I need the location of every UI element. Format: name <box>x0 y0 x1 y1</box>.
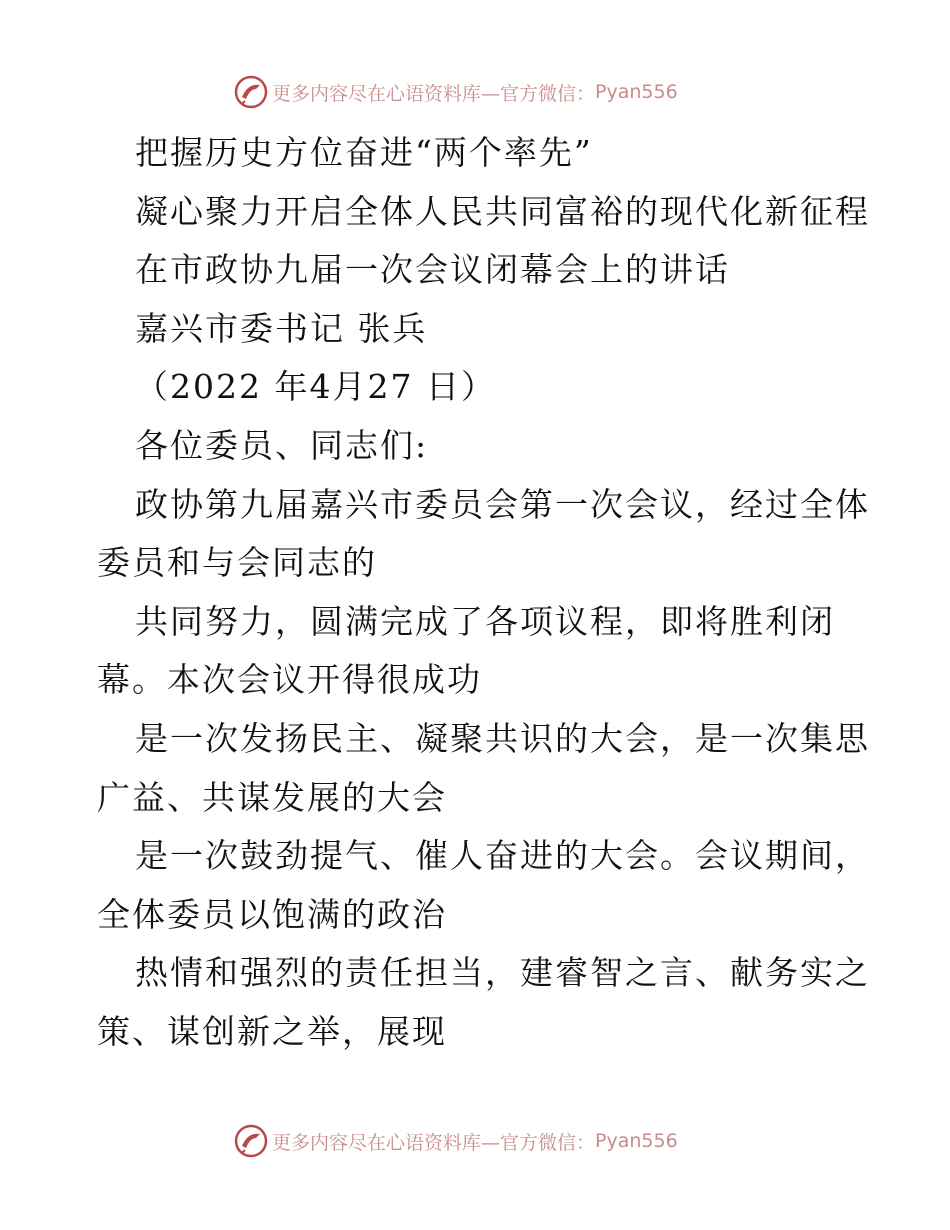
header-banner <box>0 72 950 112</box>
doc-occasion: 在市政协九届一次会议闭幕会上的讲话 <box>135 250 730 290</box>
banner-text: 更多内容尽在心语资料库—官方微信： <box>272 82 596 105</box>
doc-text-line: 广益、共谋发展的大会 <box>97 777 447 817</box>
pen-logo-icon <box>234 75 268 109</box>
wechat-id: Pyan556 <box>595 1130 678 1152</box>
doc-text-line: 策、谋创新之举，展现 <box>97 1011 447 1051</box>
doc-text-line: 共同努力，圆满完成了各项议程，即将胜利闭 <box>135 601 835 641</box>
doc-salutation: 各位委员、同志们: <box>135 425 429 465</box>
footer-banner <box>0 1121 950 1161</box>
document-body <box>97 124 870 1062</box>
banner-text: 更多内容尽在心语资料库—官方微信： <box>272 1131 596 1154</box>
doc-subtitle: 凝心聚力开启全体人民共同富裕的现代化新征程 <box>135 191 870 231</box>
doc-text-line: 委员和与会同志的 <box>97 543 377 583</box>
header-banner-content <box>234 72 678 112</box>
doc-date: （2022 年4月27 日） <box>135 367 496 407</box>
doc-text-line: 是一次发扬民主、凝聚共识的大会，是一次集思 <box>135 718 870 758</box>
doc-text-line: 全体委员以饱满的政治 <box>97 894 447 934</box>
doc-text-line: 是一次鼓劲提气、催人奋进的大会。会议期间， <box>135 836 870 876</box>
doc-title: 把握历史方位奋进“两个率先” <box>135 133 593 172</box>
wechat-id: Pyan556 <box>595 81 678 103</box>
pen-logo-icon <box>234 1124 268 1158</box>
footer-banner-content <box>234 1121 678 1161</box>
doc-author: 嘉兴市委书记 张兵 <box>135 308 428 348</box>
doc-text-line: 幕。本次会议开得很成功 <box>97 660 482 700</box>
doc-text-line: 政协第九届嘉兴市委员会第一次会议，经过全体 <box>135 484 870 524</box>
doc-text-line: 热情和强烈的责任担当，建睿智之言、献务实之 <box>135 953 870 993</box>
